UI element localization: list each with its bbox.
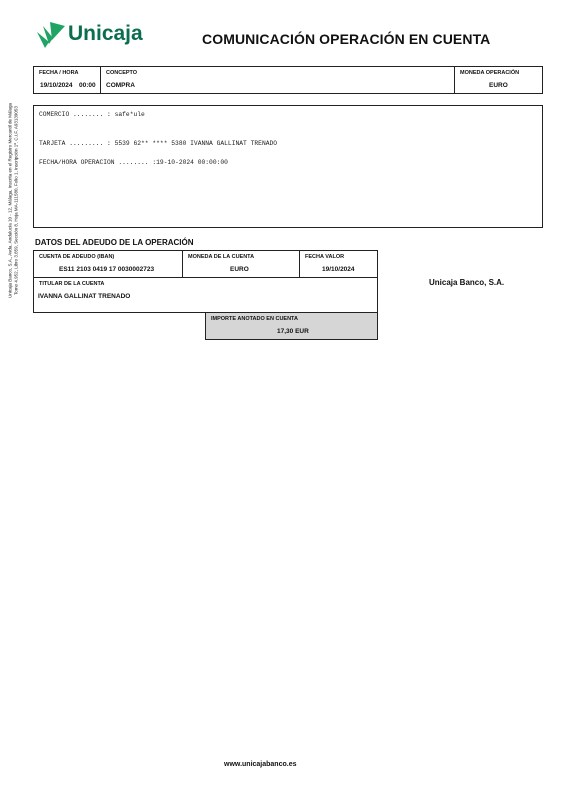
company-name: Unicaja Banco, S.A. [429,278,505,287]
fecha-valor-cell [299,250,378,278]
moneda-cuenta-cell [182,250,300,278]
concepto-label: CONCEPTO [106,70,138,76]
hora-value: 00:00 [79,82,96,89]
iban-value: ES11 2103 0419 17 0030002723 [59,266,155,273]
detail-fecha-hora: FECHA/HORA OPERACION ........ :19-10-2024 00:00:00 [39,159,228,166]
unicaja-logo-icon [35,20,67,52]
moneda-operacion-cell [454,66,543,94]
moneda-cuenta-value: EURO [230,266,249,273]
importe-label: IMPORTE ANOTADO EN CUENTA [211,316,298,322]
moneda-cuenta-label: MONEDA DE LA CUENTA [188,254,255,260]
fecha-valor-value: 19/10/2024 [322,266,355,273]
titular-cell [33,277,378,313]
iban-label: CUENTA DE ADEUDO (IBAN) [39,254,115,260]
concepto-value: COMPRA [106,82,135,89]
operation-detail-box [33,105,543,228]
moneda-operacion-value: EURO [489,82,508,89]
side-legal-line-1: Unicaja Banco, S.A., Avda. Andalucía 10 - 12, Málaga, Inscrita en el Registro Mercantil de Málaga [7,102,13,299]
moneda-operacion-label: MONEDA OPERACIÓN [460,70,520,76]
importe-cell [205,312,378,340]
fecha-valor-label: FECHA VALOR [305,254,345,260]
fecha-hora-cell [33,66,101,94]
document-title: COMUNICACIÓN OPERACIÓN EN CUENTA [202,31,491,47]
detail-comercio: COMERCIO ........ : safe*ule [39,111,145,118]
section-title-adeudo: DATOS DEL ADEUDO DE LA OPERACIÓN [35,238,194,247]
fecha-hora-label: FECHA / HORA [39,70,79,76]
detail-tarjeta: TARJETA ......... : 5539 62** **** 5380 IVANNA GALLINAT TRENADO [39,140,278,147]
side-legal-text [8,66,19,336]
iban-cell [33,250,183,278]
brand-name: Unicaja [68,22,143,45]
titular-value: IVANNA GALLINAT TRENADO [38,293,131,300]
concepto-cell [100,66,455,94]
titular-label: TITULAR DE LA CUENTA [39,281,105,287]
fecha-value: 19/10/2024 [40,82,73,89]
side-legal-line-2: Tomo 4.952, Libro 3.859, Sección 8, Hoja MA-111580, Folio 1, Inscripción 1ª. C.I.F. A93139053 [13,106,18,295]
importe-value: 17,30 EUR [277,328,309,335]
footer-website-link[interactable]: www.unicajabanco.es [224,761,297,768]
